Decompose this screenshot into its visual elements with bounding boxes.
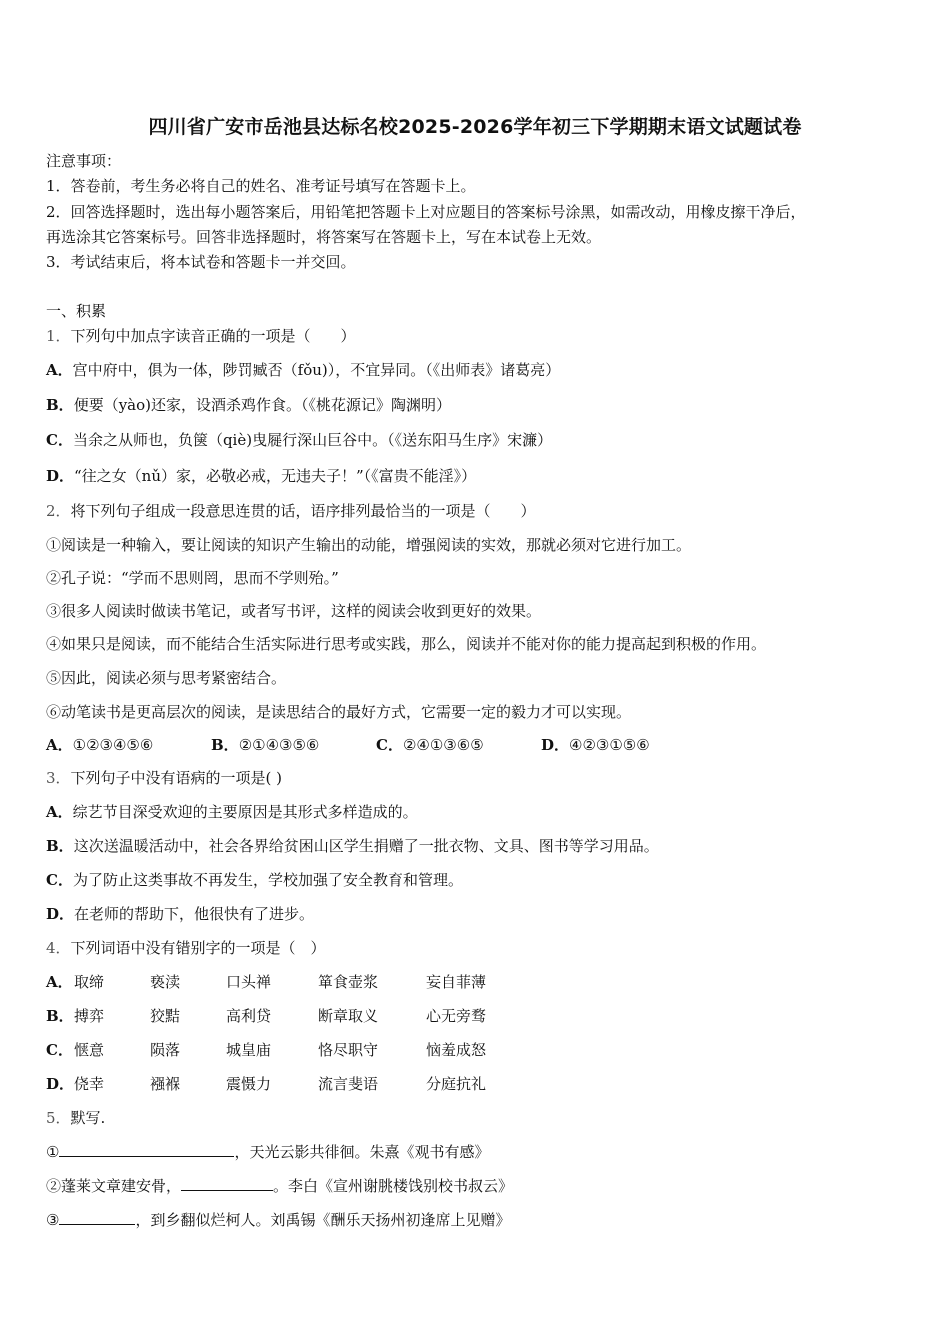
word: 城皇庙 [226,1041,272,1059]
sentence-item: ④如果只是阅读，而不能结合生活实际进行思考或实践，那么，阅读并不能对你的能力提高起到积极的作用。 [46,635,767,653]
question-2-stem [46,501,536,521]
question-number: 3． [46,769,71,787]
option-letter: C． [46,1041,73,1059]
option-a [46,735,153,755]
item-prefix: ②蓬莱文章建安骨， [46,1177,182,1195]
option-letter: B． [211,736,239,754]
option-text: 为了防止这类事故不再发生，学校加强了安全教育和管理。 [72,871,463,889]
question-1-stem [46,326,356,346]
option-text: ④②③①⑤⑥ [569,736,650,754]
question-text: 下列句中加点字读音正确的一项是（ ） [70,327,356,345]
option-text: 综艺节目深受欢迎的主要原因是其形式多样造成的。 [72,803,418,821]
option-text: 这次送温暖活动中，社会各界给贫困山区学生捐赠了一批衣物、文具、图书等学习用品。 [73,837,659,855]
word: 惬意 [74,1041,105,1059]
option-text: “往之女（nǔ）家，必敬必戒，无违夫子！”（《富贵不能淫》） [74,467,477,485]
notice-item: 2．回答选择题时，选出每小题答案后，用铅笔把答题卡上对应题目的答案标号涂黑，如需改动，用橡皮擦干净后， [46,203,806,221]
item-prefix: ③ [46,1211,60,1229]
sentence-item: ⑥动笔读书是更高层次的阅读，是读思结合的最好方式，它需要一定的毅力才可以实现。 [46,703,632,721]
question-1-option-b [46,395,451,415]
word: 侥幸 [74,1075,105,1093]
word: 恼羞成怒 [426,1041,487,1059]
notice-item: 3．考试结束后，将本试卷和答题卡一并交回。 [46,253,356,271]
word: 取缔 [74,973,105,991]
option-text: 在老师的帮助下，他很快有了进步。 [74,905,315,923]
question-1-option-d [46,466,476,486]
word: 搏弈 [74,1007,105,1025]
word: 高利贷 [226,1007,272,1025]
dictation-item-3 [46,1210,510,1230]
word: 断章取义 [318,1007,379,1025]
option-text: 宫中府中，俱为一体，陟罚臧否（fǒu)），不宜异同。（《出师表》诸葛亮） [72,361,561,379]
option-text: ①②③④⑤⑥ [72,736,154,754]
word: 亵渎 [150,973,181,991]
question-number: 1． [46,327,71,345]
page-title: 四川省广安市岳池县达标名校2025-2026学年初三下学期期末语文试题试卷 [148,116,802,138]
notice-heading: 注意事项： [46,152,122,170]
question-5-stem [46,1108,105,1128]
option-text: ②④①③⑥⑤ [402,736,484,754]
option-letter: D． [46,905,75,923]
option-letter: C． [46,431,73,449]
word: 陨落 [150,1041,181,1059]
item-suffix: 。李白《宣州谢朓楼饯别校书叔云》 [273,1177,514,1195]
question-text: 将下列句子组成一段意思连贯的话，语序排列最恰当的一项是（ ） [70,502,536,520]
question-3-option-b [46,836,659,856]
item-suffix: ，天光云影共徘徊。朱熹《观书有感》 [234,1143,490,1161]
option-letter: C． [46,871,73,889]
word: 恪尽职守 [318,1041,379,1059]
question-text: 下列句子中没有语病的一项是( ) [70,769,283,787]
option-letter: D． [541,736,570,754]
section-heading: 一、积累 [46,302,107,320]
sentence-item: ②孔子说：“学而不思则罔，思而不学则殆。” [46,569,339,587]
option-text: 便要（yào)还家，设酒杀鸡作食。（《桃花源记》陶渊明） [73,396,451,414]
option-text: 当余之从师也，负箧（qiè)曳屣行深山巨谷中。（《送东阳马生序》宋濂） [72,431,553,449]
question-1-option-a [46,360,560,380]
option-letter: B． [46,1007,74,1025]
sentence-item: ③很多人阅读时做读书笔记，或者写书评，这样的阅读会收到更好的效果。 [46,602,542,620]
item-suffix: ，到乡翻似烂柯人。刘禹锡《酬乐天扬州初逢席上见赠》 [135,1211,511,1229]
option-b [211,735,319,755]
word: 箪食壶浆 [318,973,379,991]
question-1-option-c [46,430,552,450]
option-letter: B． [46,396,74,414]
option-letter: C． [376,736,403,754]
word: 狡黠 [150,1007,181,1025]
word: 流言斐语 [318,1075,379,1093]
question-number: 4． [46,939,71,957]
question-3-option-c [46,870,463,890]
word: 妄自菲薄 [426,973,487,991]
word: 襁褓 [150,1075,181,1093]
question-4-stem [46,938,326,958]
question-3-option-d [46,904,314,924]
option-letter: D． [46,467,75,485]
question-3-stem [46,768,282,788]
word: 口头禅 [226,973,272,991]
option-letter: A． [46,803,73,821]
question-number: 5． [46,1109,71,1127]
answer-blank[interactable] [181,1176,273,1191]
answer-blank[interactable] [59,1210,135,1225]
sentence-item: ⑤因此，阅读必须与思考紧密结合。 [46,669,287,687]
dictation-item-1 [46,1142,489,1162]
option-letter: A． [46,361,73,379]
answer-blank[interactable] [59,1142,234,1157]
word: 心无旁骛 [426,1007,487,1025]
word: 分庭抗礼 [426,1075,487,1093]
question-text: 默写. [70,1109,106,1127]
option-text: ②①④③⑤⑥ [238,736,320,754]
question-number: 2． [46,502,71,520]
item-prefix: ① [46,1143,60,1161]
option-letter: B． [46,837,74,855]
dictation-item-2 [46,1176,513,1196]
option-letter: A． [46,736,73,754]
option-d [541,735,650,755]
option-letter: A． [46,973,73,991]
question-text: 下列词语中没有错别字的一项是（ ） [70,939,326,957]
option-letter: D． [46,1075,75,1093]
notice-item: 再选涂其它答案标号。回答非选择题时，将答案写在答题卡上，写在本试卷上无效。 [46,228,602,246]
sentence-item: ①阅读是一种输入，要让阅读的知识产生输出的动能，增强阅读的实效，那就必须对它进行加工。 [46,536,692,554]
question-3-option-a [46,802,418,822]
notice-item: 1．答卷前，考生务必将自己的姓名、准考证号填写在答题卡上。 [46,177,476,195]
option-c [376,735,484,755]
word: 震慑力 [226,1075,272,1093]
